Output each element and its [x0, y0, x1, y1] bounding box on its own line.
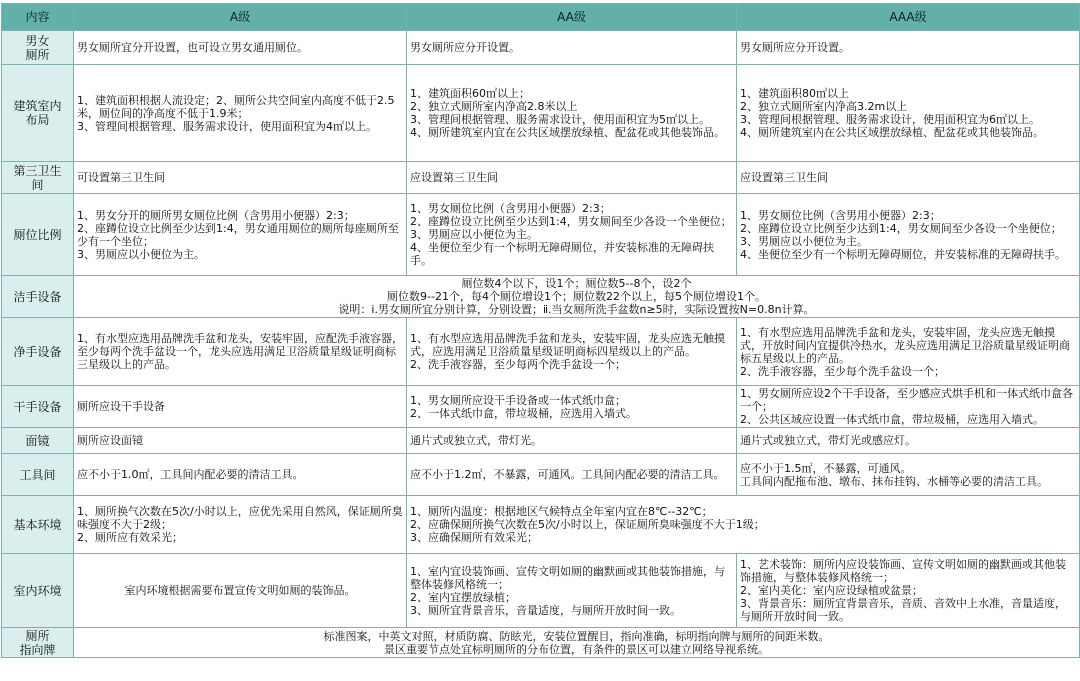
table-row	[2, 554, 1080, 628]
cell-aaa: 1、有水型应选用品牌洗手盆和龙头，安装牢固，龙头应选无触摸式，开放时间内宜提供冷热水，龙头应选用满足卫浴质量星级证明商标五星级以上的产品。 2、洗手液容器，至少每个洗手盆设一个；	[737, 318, 1080, 386]
toilet-standards-table	[1, 3, 1080, 658]
table-row	[2, 162, 1080, 194]
cell-a: 1、有水型应选用品牌洗手盆和龙头，安装牢固，应配洗手液容器，至少每两个洗手盆设一个，龙头应选用满足卫浴质量星级证明商标三星级以上的产品。	[74, 318, 407, 386]
header-grade-aaa: AAA级	[737, 4, 1080, 31]
cell-aaa: 1、男女厕位比例（含男用小便器）2:3； 2、座蹲位设立比例至少达到1:4，男女厕间至少各设一个坐便位；3、男厕应以小便位为主。 4、坐便位至少有一个标明无障碍厕位，并安装标准的无障碍扶手。	[737, 194, 1080, 276]
cell-aaa: 1、建筑面积80㎡以上 2、独立式厕所室内净高3.2m以上 3、管理间根据管理、服务需求设计，使用面积宜为6㎡以上。 4、厕所建筑室内在公共区域摆放绿植、配盆花或其他装饰品。	[737, 65, 1080, 162]
row-label: 面镜	[2, 428, 74, 454]
cell-aa: 应不小于1.2㎡，不暴露，可通风。工具间内配必要的清洁工具。	[407, 454, 737, 496]
cell-merged: 厕位数4个以下，设1个；厕位数5--8个，设2个 厕位数9--21个，每4个厕位增设1个；厕位数22个以上，每5个厕位增设1个。 说明：ⅰ.男女厕所宜分别计算，分别设置；ⅱ.当女厕所洗手盆数n≥5时，实际设置按N=0.8n计算。	[74, 276, 1080, 318]
cell-aa: 1、男女厕所应设干手设备或一体式纸巾盒； 2、一体式纸巾盒，带垃圾桶，应选用入墙式。	[407, 386, 737, 428]
row-label: 厕位比例	[2, 194, 74, 276]
table-row	[2, 428, 1080, 454]
cell-a: 1、厕所换气次数在5次/小时以上，应优先采用自然风，保证厕所臭味强度不大于2级； 2、厕所应有效采光；	[74, 496, 407, 554]
cell-aa: 男女厕所应分开设置。	[407, 31, 737, 65]
cell-merged: 标准图案，中英文对照，材质防腐、防眩光，安装位置醒目，指向准确，标明指向牌与厕所的间距米数。 景区重要节点处宜标明厕所的分布位置，有条件的景区可以建立网络导视系统。	[74, 628, 1080, 658]
row-label: 净手设备	[2, 318, 74, 386]
header-grade-aa: AA级	[407, 4, 737, 31]
table-row	[2, 454, 1080, 496]
cell-aaa: 应设置第三卫生间	[737, 162, 1080, 194]
cell-aa: 1、室内宜设装饰画、宣传文明如厕的幽默画或其他装饰措施，与整体装修风格统一； 2、室内宜摆放绿植； 3、厕所宜背景音乐，音量适度，与厕所开放时间一致。	[407, 554, 737, 628]
row-label: 工具间	[2, 454, 74, 496]
cell-a: 可设置第三卫生间	[74, 162, 407, 194]
cell-aa: 通片式或独立式，带灯光。	[407, 428, 737, 454]
cell-a: 1、建筑面积根据人流设定；2、厕所公共空间室内高度不低于2.5米，厕位间的净高度不低于1.9米； 3、管理间根据管理、服务需求设计，使用面积宜为4㎡以上。	[74, 65, 407, 162]
cell-aa-aaa: 1、厕所内温度：根据地区气候特点全年室内宜在8℃--32℃； 2、应确保厕所换气次数在5次/小时以上，保证厕所臭味强度不大于1级； 3、应确保厕所有效采光；	[407, 496, 1080, 554]
row-label: 建筑室内 布局	[2, 65, 74, 162]
table-row	[2, 318, 1080, 386]
header-content: 内容	[2, 4, 74, 31]
cell-aaa: 应不小于1.5㎡，不暴露，可通风。 工具间内配拖布池、墩布、抹布挂钩、水桶等必要的清洁工具。	[737, 454, 1080, 496]
cell-a: 厕所应设干手设备	[74, 386, 407, 428]
row-label: 室内环境	[2, 554, 74, 628]
row-label: 厕所 指向牌	[2, 628, 74, 658]
row-label: 男女 厕所	[2, 31, 74, 65]
row-label: 基本环境	[2, 496, 74, 554]
cell-a: 男女厕所宜分开设置，也可设立男女通用厕位。	[74, 31, 407, 65]
cell-aa: 1、建筑面积60㎡以上； 2、独立式厕所室内净高2.8米以上 3、管理间根据管理、服务需求设计，使用面积宜为5㎡以上。 4、厕所建筑室内宜在公共区域摆放绿植、配盆花或其他装饰品。	[407, 65, 737, 162]
row-label: 干手设备	[2, 386, 74, 428]
cell-aa: 应设置第三卫生间	[407, 162, 737, 194]
cell-a: 室内环境根据需要布置宣传文明如厕的装饰品。	[74, 554, 407, 628]
cell-aaa: 1、男女厕所应设2个干手设备，至少感应式烘手机和一体式纸巾盒各一个； 2、公共区域应设置一体式纸巾盒，带垃圾桶，应选用入墙式。	[737, 386, 1080, 428]
cell-aa: 1、有水型应选用品牌洗手盆和龙头，安装牢固，龙头应选无触摸式，应选用满足卫浴质量星级证明商标四星级以上的产品。 2、洗手液容器，至少每两个洗手盆设一个；	[407, 318, 737, 386]
cell-aaa: 男女厕所应分开设置。	[737, 31, 1080, 65]
cell-aaa: 通片式或独立式，带灯光或感应灯。	[737, 428, 1080, 454]
cell-aa: 1、男女厕位比例（含男用小便器）2:3； 2、座蹲位设立比例至少达到1:4，男女厕间至少各设一个坐便位；3、男厕应以小便位为主。 4、坐便位至少有一个标明无障碍厕位，并安装标准的无障碍扶手。	[407, 194, 737, 276]
header-grade-a: A级	[74, 4, 407, 31]
row-label: 洁手设备	[2, 276, 74, 318]
table-row	[2, 31, 1080, 65]
cell-a: 1、男女分开的厕所男女厕位比例（含男用小便器）2:3； 2、座蹲位设立比例至少达到1:4，男女通用厕位的厕所每座厕所至少有一个坐位； 3、男厕应以小便位为主。	[74, 194, 407, 276]
row-label: 第三卫生 间	[2, 162, 74, 194]
cell-a: 厕所应设面镜	[74, 428, 407, 454]
cell-aaa: 1、艺术装饰：厕所内应设装饰画、宣传文明如厕的幽默画或其他装饰措施，与整体装修风格统一； 2、室内美化：室内应设绿植或盆景； 3、背景音乐：厕所宜背景音乐，音质、音效中上水准，音量适度，与厕所开放时间一致。	[737, 554, 1080, 628]
table-row	[2, 65, 1080, 162]
table-row	[2, 194, 1080, 276]
table-row	[2, 496, 1080, 554]
table-row	[2, 276, 1080, 318]
table-row	[2, 628, 1080, 658]
header-row	[2, 4, 1080, 31]
table-row	[2, 386, 1080, 428]
cell-a: 应不小于1.0㎡，工具间内配必要的清洁工具。	[74, 454, 407, 496]
